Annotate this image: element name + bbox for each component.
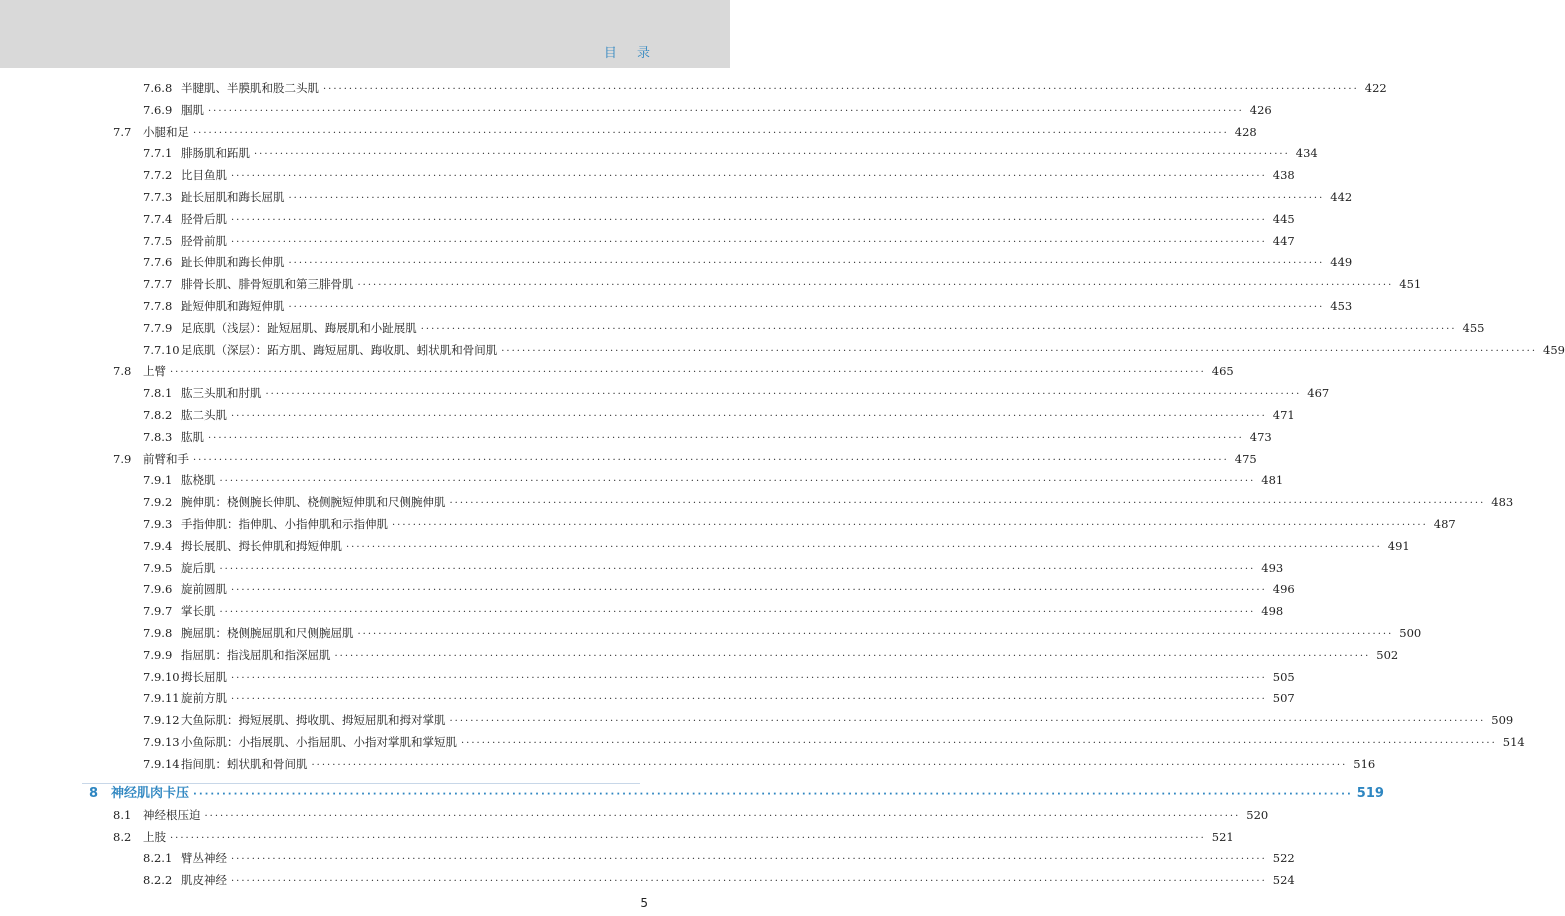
- toc-entry-number: 7.9.12: [143, 713, 180, 728]
- toc-leader-dots: ········································································································································································································: [420, 323, 1457, 335]
- toc-leader-dots: ········································································································································································································: [323, 84, 1359, 95]
- toc-entry-title: 上肢: [143, 829, 166, 844]
- toc-subsection-entry[interactable]: [143, 732, 1525, 752]
- toc-entry-number: 7.8.2: [143, 408, 173, 422]
- toc-entry-number: 7.9.1: [143, 473, 173, 488]
- toc-subsection-entry[interactable]: [143, 710, 1514, 730]
- toc-entry-title: 趾短伸肌和踇短伸肌: [181, 299, 285, 313]
- toc-subsection-entry[interactable]: [143, 143, 1318, 163]
- toc-leader-dots: ········································································································································································································: [346, 541, 1382, 553]
- toc-leader-dots: ········································································································································································································: [208, 432, 1244, 444]
- toc-entry-page: 514: [1502, 735, 1525, 749]
- toc-subsection-entry[interactable]: [143, 231, 1295, 251]
- toc-entry-page: 481: [1261, 473, 1284, 488]
- toc-entry-title: 肌皮神经: [181, 873, 227, 888]
- toc-subsection-entry[interactable]: [143, 165, 1295, 185]
- toc-leader-dots: ········································································································································································································: [231, 854, 1267, 866]
- toc-leader-dots: ········································································································································································································: [231, 876, 1267, 888]
- toc-leader-dots: ········································································································································································································: [449, 498, 1486, 510]
- toc-entry-page: 447: [1272, 233, 1295, 248]
- toc-leader-dots: ········································································································································································································: [208, 105, 1244, 117]
- toc-leader-dots: ········································································································································································································: [193, 454, 1229, 466]
- page-number: 5: [640, 896, 648, 910]
- toc-entry-title: 腓肠肌和跖肌: [181, 146, 250, 161]
- toc-leader-dots: ········································································································································································································: [265, 389, 1302, 401]
- toc-entry-title: 手指伸肌：指伸肌、小指伸肌和示指伸肌: [181, 517, 388, 531]
- toc-entry-number: 7.9.14: [143, 756, 180, 771]
- toc-entry-page: 483: [1491, 495, 1514, 510]
- toc-entry-number: 7.9.4: [143, 538, 173, 553]
- toc-entry-number: 7.7.9: [143, 320, 173, 335]
- toc-section-entry[interactable]: [113, 361, 1234, 381]
- toc-entry-title: 腓骨长肌、腓骨短肌和第三腓骨肌: [181, 277, 354, 292]
- toc-entry-page: 467: [1307, 386, 1330, 401]
- toc-leader-dots: ········································································································································································································: [219, 476, 1256, 488]
- toc-entry-page: 465: [1211, 364, 1234, 379]
- toc-entry-number: 8.2.2: [143, 873, 173, 888]
- toc-section-entry[interactable]: [113, 122, 1257, 142]
- toc-entry-title: 胫骨后肌: [181, 211, 227, 226]
- toc-entry-number: 7.9.13: [143, 735, 180, 749]
- toc-entry-title: 神经肌肉卡压: [111, 786, 190, 801]
- toc-leader-dots: ········································································································································································································: [357, 629, 1394, 640]
- toc-leader-dots: ········································································································································································································: [231, 672, 1267, 684]
- toc-subsection-entry[interactable]: [143, 667, 1295, 687]
- toc-leader-dots: ········································································································································································································: [231, 236, 1267, 248]
- toc-entry-page: 507: [1272, 691, 1295, 706]
- toc-entry-page: 509: [1491, 713, 1514, 728]
- toc-subsection-entry[interactable]: [143, 296, 1353, 316]
- toc-entry-number: 7.9.8: [143, 626, 173, 640]
- toc-entry-page: 471: [1272, 408, 1295, 422]
- toc-entry-page: 519: [1356, 786, 1384, 801]
- toc-entry-number: 8: [89, 786, 99, 801]
- toc-entry-number: 7.7: [113, 124, 132, 139]
- toc-entry-title: 小腿和足: [143, 124, 189, 139]
- toc-entry-page: 524: [1272, 873, 1295, 888]
- toc-entry-number: 7.9.11: [143, 691, 180, 706]
- toc-leader-dots: ········································································································································································································: [170, 832, 1206, 844]
- toc-leader-dots: ········································································································································································································: [288, 193, 1325, 204]
- toc-entry-page: 516: [1353, 756, 1376, 771]
- toc-entry-title: 肱三头肌和肘肌: [181, 386, 262, 401]
- toc-entry-title: 掌长肌: [181, 604, 216, 619]
- toc-entry-title: 足底肌（浅层）：趾短屈肌、踇展肌和小趾展肌: [181, 320, 417, 335]
- toc-subsection-entry[interactable]: [143, 383, 1330, 403]
- toc-leader-dots: ········································································································································································································: [231, 585, 1267, 597]
- toc-entry-title: 旋前圆肌: [181, 582, 227, 597]
- page-header: [0, 0, 730, 68]
- toc-entry-number: 7.9.5: [143, 560, 173, 575]
- toc-entry-number: 7.8.1: [143, 386, 173, 401]
- toc-entry-title: 比目鱼肌: [181, 168, 227, 183]
- toc-entry-page: 459: [1543, 342, 1565, 357]
- toc-subsection-entry[interactable]: [143, 492, 1514, 512]
- toc-subsection-entry[interactable]: [143, 536, 1410, 556]
- toc-entry-number: 7.7.2: [143, 168, 173, 183]
- toc-entry-number: 7.7.4: [143, 211, 173, 226]
- toc-entry-number: 7.6.9: [143, 102, 173, 117]
- toc-entry-page: 500: [1399, 626, 1422, 640]
- toc-leader-dots: ········································································································································································································: [204, 810, 1241, 822]
- toc-subsection-entry[interactable]: [143, 558, 1284, 578]
- toc-leader-dots: ········································································································································································································: [231, 411, 1267, 422]
- toc-subsection-entry[interactable]: [143, 340, 1565, 360]
- toc-subsection-entry[interactable]: [143, 645, 1399, 665]
- toc-leader-dots: ········································································································································································································: [334, 650, 1371, 662]
- toc-entry-title: 半腱肌、半膜肌和股二头肌: [181, 81, 319, 95]
- toc-entry-page: 496: [1272, 582, 1295, 597]
- toc-entry-page: 520: [1246, 807, 1269, 822]
- toc-entry-page: 438: [1272, 168, 1295, 183]
- toc-entry-page: 451: [1399, 277, 1422, 292]
- toc-leader-dots: ········································································································································································································: [288, 258, 1325, 270]
- toc-leader-dots: ········································································································································································································: [449, 716, 1486, 728]
- toc-entry-number: 8.1: [113, 807, 132, 822]
- toc-subsection-entry[interactable]: [143, 252, 1353, 272]
- toc-leader-dots: ········································································································································································································: [219, 607, 1256, 619]
- toc-subsection-entry[interactable]: [143, 274, 1422, 294]
- toc-subsection-entry[interactable]: [143, 209, 1295, 229]
- toc-subsection-entry[interactable]: [143, 427, 1272, 447]
- toc-entry-page: 442: [1330, 190, 1353, 204]
- toc-entry-title: 腕伸肌：桡侧腕长伸肌、桡侧腕短伸肌和尺侧腕伸肌: [181, 495, 446, 510]
- toc-entry-number: 7.9.3: [143, 517, 173, 531]
- toc-entry-number: 7.9.10: [143, 669, 180, 684]
- toc-subsection-entry[interactable]: [143, 754, 1376, 774]
- toc-leader-dots: ········································································································································································································: [392, 520, 1428, 531]
- toc-entry-title: 指间肌：蚓状肌和骨间肌: [181, 756, 308, 771]
- toc-leader-dots: ········································································································································································································: [219, 563, 1256, 575]
- toc-entry-title: 旋后肌: [181, 560, 216, 575]
- toc-entry-number: 7.9.6: [143, 582, 173, 597]
- toc-entry-title: 肱二头肌: [181, 408, 227, 422]
- toc-chapter-entry[interactable]: [89, 783, 1384, 805]
- toc-leader-dots: ········································································································································································································: [231, 214, 1267, 226]
- toc-entry-page: 502: [1376, 647, 1399, 662]
- toc-entry-page: 493: [1261, 560, 1284, 575]
- toc-entry-page: 522: [1272, 851, 1295, 866]
- toc-entry-page: 449: [1330, 255, 1353, 270]
- toc-section-entry[interactable]: [113, 805, 1269, 825]
- toc-entry-number: 7.8: [113, 364, 132, 379]
- toc-entry-page: 475: [1234, 451, 1257, 466]
- toc-entry-number: 8.2: [113, 829, 132, 844]
- toc-entry-number: 7.6.8: [143, 81, 173, 95]
- toc-entry-title: 肱桡肌: [181, 473, 216, 488]
- toc-entry-page: 521: [1211, 829, 1234, 844]
- toc-subsection-entry[interactable]: [143, 514, 1456, 534]
- toc-entry-title: 肱肌: [181, 429, 204, 444]
- toc-entry-title: 腕屈肌：桡侧腕屈肌和尺侧腕屈肌: [181, 626, 354, 640]
- toc-subsection-entry[interactable]: [143, 870, 1295, 890]
- toc-entry-page: 487: [1433, 517, 1456, 531]
- toc-entry-page: 498: [1261, 604, 1284, 619]
- toc-entry-number: 7.7.5: [143, 233, 173, 248]
- toc-subsection-entry[interactable]: [143, 848, 1295, 868]
- toc-entry-number: 7.9.9: [143, 647, 173, 662]
- toc-entry-title: 小鱼际肌：小指展肌、小指屈肌、小指对掌肌和掌短肌: [181, 735, 457, 749]
- toc-entry-number: 7.7.1: [143, 146, 173, 161]
- toc-entry-number: 7.8.3: [143, 429, 173, 444]
- toc-entry-title: 指屈肌：指浅屈肌和指深屈肌: [181, 647, 331, 662]
- toc-leader-dots: ········································································································································································································: [170, 367, 1206, 379]
- toc-entry-title: 上臂: [143, 364, 166, 379]
- toc-entry-title: 拇长展肌、拇长伸肌和拇短伸肌: [181, 538, 342, 553]
- toc-entry-page: 473: [1249, 429, 1272, 444]
- toc-entry-number: 7.7.10: [143, 342, 180, 357]
- toc-entry-title: 腘肌: [181, 102, 204, 117]
- toc-entry-page: 455: [1462, 320, 1485, 335]
- toc-leader-dots: ········································································································································································································: [357, 280, 1394, 292]
- toc-subsection-entry[interactable]: [143, 579, 1295, 599]
- toc-leader-dots: ········································································································································································································: [461, 738, 1497, 749]
- toc-entry-number: 7.7.6: [143, 255, 173, 270]
- toc-leader-dots: ········································································································································································································: [231, 694, 1267, 706]
- toc-entry-page: 505: [1272, 669, 1295, 684]
- toc-entry-title: 趾长伸肌和踇长伸肌: [181, 255, 285, 270]
- toc-entry-page: 445: [1272, 211, 1295, 226]
- toc-entry-title: 足底肌（深层）：跖方肌、踇短屈肌、踇收肌、蚓状肌和骨间肌: [181, 342, 498, 357]
- toc-entry-page: 422: [1364, 81, 1387, 95]
- toc-leader-dots: ········································································································································································································: [193, 127, 1229, 139]
- header-title: 目 录: [603, 46, 658, 61]
- toc-entry-page: 426: [1249, 102, 1272, 117]
- toc-entry-title: 大鱼际肌：拇短展肌、拇收肌、拇短屈肌和拇对掌肌: [181, 713, 446, 728]
- toc-subsection-entry[interactable]: [143, 601, 1284, 621]
- toc-entry-number: 7.9.2: [143, 495, 173, 510]
- toc-subsection-entry[interactable]: [143, 318, 1485, 338]
- toc-section-entry[interactable]: [113, 827, 1234, 847]
- toc-entry-title: 旋前方肌: [181, 691, 227, 706]
- toc-leader-dots: ········································································································································································································: [231, 171, 1267, 183]
- toc-entry-title: 神经根压迫: [143, 807, 201, 822]
- toc-entry-page: 428: [1234, 124, 1257, 139]
- toc-subsection-entry[interactable]: [143, 623, 1422, 643]
- toc-entry-number: 8.2.1: [143, 851, 173, 866]
- toc-section-entry[interactable]: [113, 449, 1257, 469]
- toc-entry-page: 491: [1387, 538, 1410, 553]
- toc-entry-number: 7.7.7: [143, 277, 173, 292]
- toc-leader-dots: ········································································································································································································: [311, 759, 1348, 771]
- toc-entry-number: 7.9: [113, 451, 132, 466]
- toc-leader-dots: ········································································································································································································: [288, 302, 1325, 313]
- toc-leader-dots: ········································································································································································································: [193, 789, 1353, 800]
- toc-entry-title: 拇长屈肌: [181, 669, 227, 684]
- toc-entry-number: 7.9.7: [143, 604, 173, 619]
- toc-subsection-entry[interactable]: [143, 187, 1353, 207]
- toc-subsection-entry[interactable]: [143, 688, 1295, 708]
- toc-leader-dots: ········································································································································································································: [254, 149, 1290, 161]
- toc-entry-page: 453: [1330, 299, 1353, 313]
- toc-subsection-entry[interactable]: [143, 470, 1284, 490]
- toc-entry-title: 前臂和手: [143, 451, 189, 466]
- toc-subsection-entry[interactable]: [143, 78, 1387, 98]
- toc-entry-number: 7.7.3: [143, 190, 173, 204]
- toc-entry-title: 趾长屈肌和踇长屈肌: [181, 190, 285, 204]
- toc-subsection-entry[interactable]: [143, 100, 1272, 120]
- toc-entry-title: 臂丛神经: [181, 851, 227, 866]
- toc-leader-dots: ········································································································································································································: [501, 345, 1537, 357]
- toc-entry-page: 434: [1295, 146, 1318, 161]
- toc-entry-title: 胫骨前肌: [181, 233, 227, 248]
- toc-entry-number: 7.7.8: [143, 299, 173, 313]
- toc-subsection-entry[interactable]: [143, 405, 1295, 425]
